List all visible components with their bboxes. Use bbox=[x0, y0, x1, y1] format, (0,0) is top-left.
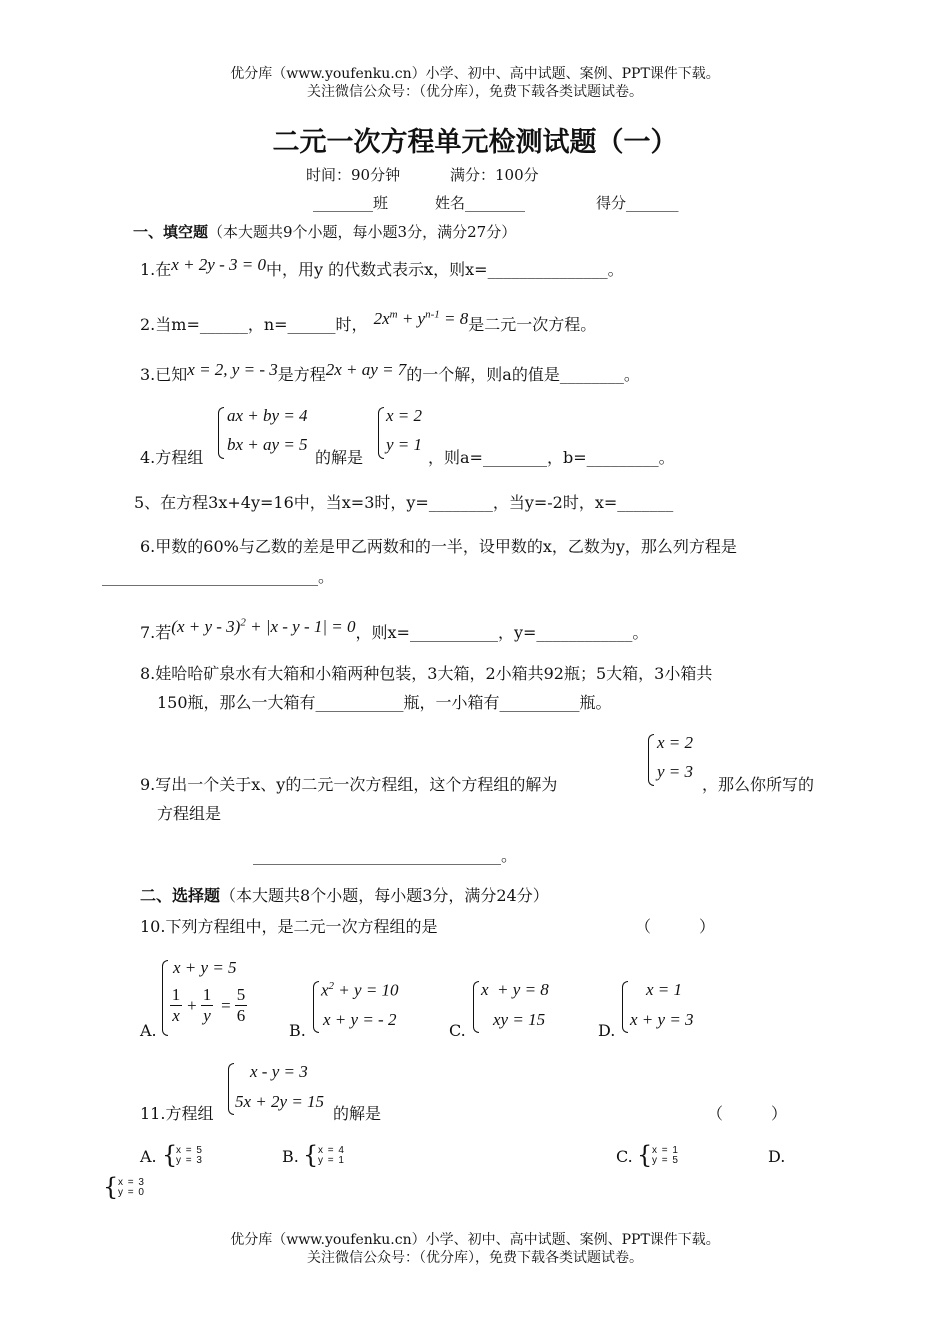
q4-sys2-row2: y = 1 bbox=[386, 435, 423, 454]
q11-b-r2: y = 1 bbox=[318, 1155, 345, 1166]
q10-option-c-label: C. bbox=[449, 1021, 466, 1040]
q9-sys-row2: y = 3 bbox=[657, 762, 694, 781]
q4-mid: 的解是 bbox=[315, 448, 364, 467]
q10-option-d-label: D. bbox=[598, 1021, 616, 1040]
question-10-stem: 10.下列方程组中，是二元一次方程组的是 bbox=[140, 917, 438, 936]
q10-a-frac1-den: x bbox=[170, 1005, 182, 1026]
q1-suffix: 中，用y 的代数式表示x，则x=_______________。 bbox=[265, 260, 624, 279]
section-2-header bbox=[140, 883, 549, 906]
q7-prefix: 7.若 bbox=[140, 623, 172, 642]
question-9-line-1-end: ，那么你所写的 bbox=[702, 775, 815, 794]
q10-d-row1: x = 1 bbox=[646, 980, 683, 999]
q11-sys-row2: 5x + 2y = 15 bbox=[235, 1092, 325, 1111]
q10-a-frac1-num: 1 bbox=[171, 985, 181, 1004]
q1-equation: x + 2y - 3 = 0 bbox=[171, 255, 266, 274]
section-1-header bbox=[133, 221, 516, 242]
q3-suffix: 的一个解，则a的值是________。 bbox=[406, 365, 640, 384]
q7-suffix: ，则x=___________，y=____________。 bbox=[355, 623, 649, 642]
q4-sys2-row1: x = 2 bbox=[386, 406, 423, 425]
q11-c-r2: y = 5 bbox=[652, 1155, 679, 1166]
q10-a-frac1 bbox=[170, 985, 182, 1026]
question-2 bbox=[140, 308, 597, 335]
question-6-line-1: 6.甲数的60%与乙数的差是甲乙两数和的一半，设甲数的x，乙数为y，那么列方程是 bbox=[140, 537, 737, 556]
q3-mid: 是方程 bbox=[277, 365, 326, 384]
q11-c-brace: { bbox=[637, 1141, 653, 1169]
question-8-line-1: 8.娃哈哈矿泉水有大箱和小箱两种包装，3大箱，2小箱共92瓶；5大箱，3小箱共 bbox=[140, 664, 713, 683]
q11-d-r1: x = 3 bbox=[118, 1177, 145, 1188]
q10-c-row2: xy = 15 bbox=[493, 1010, 546, 1029]
q10-c-row1: x + y = 8 bbox=[481, 980, 549, 999]
q7-equation bbox=[171, 617, 355, 636]
q10-a-plus: + bbox=[186, 996, 198, 1015]
q11-d-r2: y = 0 bbox=[118, 1187, 145, 1198]
q10-a-frac3-den: 6 bbox=[236, 1006, 246, 1025]
question-9-line-3: _______________________________。 bbox=[253, 846, 518, 865]
question-7 bbox=[140, 616, 649, 643]
q10-option-a-label: A. bbox=[140, 1021, 157, 1040]
section-1-heading: 一、填空题 bbox=[133, 223, 209, 241]
q3-solution: x = 2, y = - 3 bbox=[187, 360, 278, 379]
q11-c-r1: x = 1 bbox=[652, 1145, 679, 1156]
footer-line-1: 优分库（www.youfenku.cn）小学、初中、高中试题、案例、PPT课件下载。 bbox=[230, 1232, 720, 1248]
q4-brace-1 bbox=[218, 407, 224, 459]
q2-eq-part2: + y bbox=[397, 309, 426, 328]
q11-suffix: 的解是 bbox=[333, 1104, 382, 1123]
q11-sys-row1: x - y = 3 bbox=[250, 1062, 308, 1081]
q4-suffix: ，则a=________，b=_________。 bbox=[428, 448, 675, 467]
q7-eq-part2: + |x - y - 1| = 0 bbox=[245, 617, 356, 636]
q2-eq-part3: = 8 bbox=[439, 309, 469, 328]
q4-sys1-row2: bx + ay = 5 bbox=[227, 435, 308, 454]
question-3 bbox=[140, 362, 640, 385]
page-title: 二元一次方程单元检测试题（一） bbox=[272, 127, 678, 158]
section-1-note: （本大题共9个小题，每小题3分，满分27分） bbox=[208, 223, 517, 241]
q11-option-d-label: D. bbox=[768, 1147, 786, 1166]
score-field: 得分_______ bbox=[596, 194, 679, 212]
q9-sys-row1: x = 2 bbox=[657, 733, 694, 752]
q10-a-row1: x + y = 5 bbox=[173, 958, 237, 977]
q10-d-row2: x + y = 3 bbox=[630, 1010, 694, 1029]
q3-prefix: 3.已知 bbox=[140, 365, 188, 384]
class-field: ________班 bbox=[313, 194, 389, 212]
q11-option-a-label: A. bbox=[140, 1147, 157, 1166]
q11-d-brace: { bbox=[103, 1173, 119, 1201]
section-2-note: （本大题共8个小题，每小题3分，满分24分） bbox=[220, 886, 549, 905]
q10-b-row2: x + y = - 2 bbox=[323, 1010, 397, 1029]
q11-b-r1: x = 4 bbox=[318, 1145, 345, 1156]
q10-a-frac3-num: 5 bbox=[236, 985, 246, 1004]
q10-option-b-label: B. bbox=[289, 1021, 306, 1040]
q10-a-equals: = bbox=[220, 996, 232, 1015]
header-line-1: 优分库（www.youfenku.cn）小学、初中、高中试题、案例、PPT课件下载。 bbox=[230, 66, 720, 82]
exam-time: 时间：90分钟 bbox=[306, 166, 401, 184]
footer-line-2: 关注微信公众号：（优分库），免费下载各类试题试卷。 bbox=[307, 1250, 643, 1266]
q4-brace-2 bbox=[378, 407, 384, 459]
section-2-heading: 二、选择题 bbox=[140, 886, 221, 905]
q4-prefix: 4.方程组 bbox=[140, 448, 204, 467]
q11-b-brace: { bbox=[303, 1141, 319, 1169]
q10-b-brace bbox=[313, 981, 319, 1033]
q2-eq-part1: 2x bbox=[373, 309, 390, 328]
question-11-paren: （ ） bbox=[707, 1104, 788, 1123]
q10-b-row1-x: x bbox=[321, 980, 329, 1000]
question-1 bbox=[140, 257, 624, 280]
question-10-paren: （ ） bbox=[635, 917, 716, 936]
q11-a-r1: x = 5 bbox=[176, 1145, 203, 1156]
q10-b-row1-sup: 2 bbox=[328, 980, 335, 992]
q10-a-frac2-den: y bbox=[201, 1005, 213, 1026]
q11-a-r2: y = 3 bbox=[176, 1155, 203, 1166]
q7-sup: 2 bbox=[240, 616, 246, 629]
q10-d-brace bbox=[622, 981, 628, 1033]
q7-eq-part1: (x + y - 3) bbox=[171, 617, 241, 636]
q11-brace bbox=[228, 1063, 234, 1115]
q10-a-frac2-num: 1 bbox=[202, 985, 212, 1004]
q10-c-brace bbox=[473, 981, 479, 1033]
q2-suffix: 是二元一次方程。 bbox=[468, 315, 597, 334]
q2-prefix: 2.当m=______，n=______时， bbox=[140, 315, 368, 334]
q11-option-b-label: B. bbox=[282, 1147, 299, 1166]
q11-a-brace: { bbox=[162, 1141, 178, 1169]
q10-a-frac3 bbox=[235, 985, 247, 1026]
question-6-line-2: ___________________________。 bbox=[102, 567, 335, 586]
question-9-line-2: 方程组是 bbox=[157, 804, 222, 823]
name-field: 姓名________ bbox=[435, 194, 526, 212]
q11-option-c-label: C. bbox=[616, 1147, 633, 1166]
q3-equation: 2x + ay = 7 bbox=[325, 360, 407, 379]
q2-equation bbox=[374, 309, 469, 328]
q10-b-row1-rest: + y = 10 bbox=[334, 980, 399, 1000]
q2-sup-n: n-1 bbox=[425, 308, 440, 321]
q10-a-brace bbox=[162, 960, 168, 1036]
question-8-line-2: 150瓶，那么一大箱有___________瓶，一小箱有__________瓶。 bbox=[157, 693, 612, 712]
question-5: 5、在方程3x+4y=16中，当x=3时，y=________，当y=-2时，x=_______ bbox=[134, 493, 674, 512]
header-line-2: 关注微信公众号：（优分库），免费下载各类试题试卷。 bbox=[307, 84, 643, 100]
q9-brace bbox=[648, 734, 654, 786]
q2-sup-m: m bbox=[389, 308, 398, 321]
q1-prefix: 1.在 bbox=[140, 260, 172, 279]
exam-full-score: 满分：100分 bbox=[450, 166, 539, 184]
q4-sys1-row1: ax + by = 4 bbox=[227, 406, 308, 425]
question-9-line-1: 9.写出一个关于x、y的二元一次方程组，这个方程组的解为 bbox=[140, 775, 558, 794]
q11-prefix: 11.方程组 bbox=[140, 1104, 214, 1123]
q10-a-frac2 bbox=[201, 985, 213, 1026]
q10-b-row1 bbox=[321, 980, 399, 1001]
